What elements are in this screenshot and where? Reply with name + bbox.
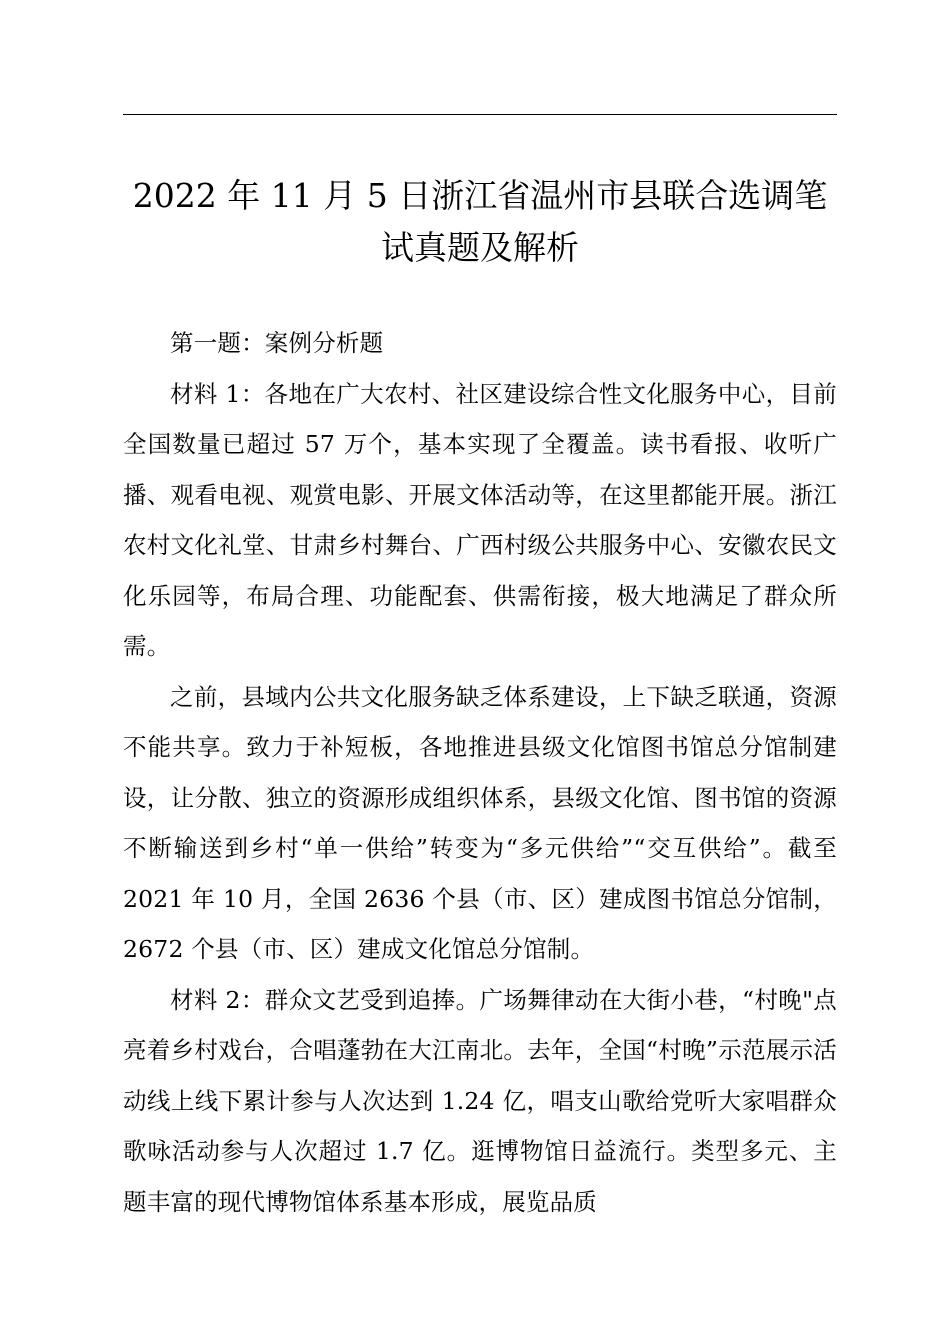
paragraph: 材料 1：各地在广大农村、社区建设综合性文化服务中心，目前全国数量已超过 57 万个，基本实现了全覆盖。读书看报、收听广播、观看电视、观赏电影、开展文体活动等，在这里都能开展。浙江农村文化礼堂、甘肃乡村舞台、广西村级公共服务中心、安徽农民文化乐园等，布局合理、功能配套、供需衔接，极大地满足了群众所需。 bbox=[123, 379, 837, 660]
paragraph: 之前，县域内公共文化服务缺乏体系建设，上下缺乏联通，资源不能共享。致力于补短板，各地推进县级文化馆图书馆总分馆制建设，让分散、独立的资源形成组织体系，县级文化馆、图书馆的资源不断输送到乡村“单一供给”转变为“多元供给”“交互供给”。截至 2021 年 10 月，全国 2636 个县（市、区）建成图书馆总分馆制，2672 个县（市、区）建成文化馆总分馆制。 bbox=[123, 682, 837, 963]
document-title bbox=[123, 170, 837, 274]
header-rule bbox=[123, 114, 837, 115]
title-line-2: 试真题及解析 bbox=[381, 228, 579, 267]
paragraph: 材料 2：群众文艺受到追捧。广场舞律动在大街小巷，“村晚"点亮着乡村戏台，合唱蓬勃在大江南北。去年，全国“村晚”示范展示活动线上线下累计参与人次达到 1.24 亿，唱支山歌给党听大家唱群众歌咏活动参与人次超过 1.7 亿。逛博物馆日益流行。类型多元、主题丰富的现代博物馆体系基本形成，展览品质 bbox=[123, 985, 837, 1216]
section-heading: 第一题：案例分析题 bbox=[170, 329, 384, 357]
document-body bbox=[123, 318, 837, 1227]
title-line-1: 2022 年 11 月 5 日浙江省温州市县联合选调笔 bbox=[132, 176, 828, 215]
